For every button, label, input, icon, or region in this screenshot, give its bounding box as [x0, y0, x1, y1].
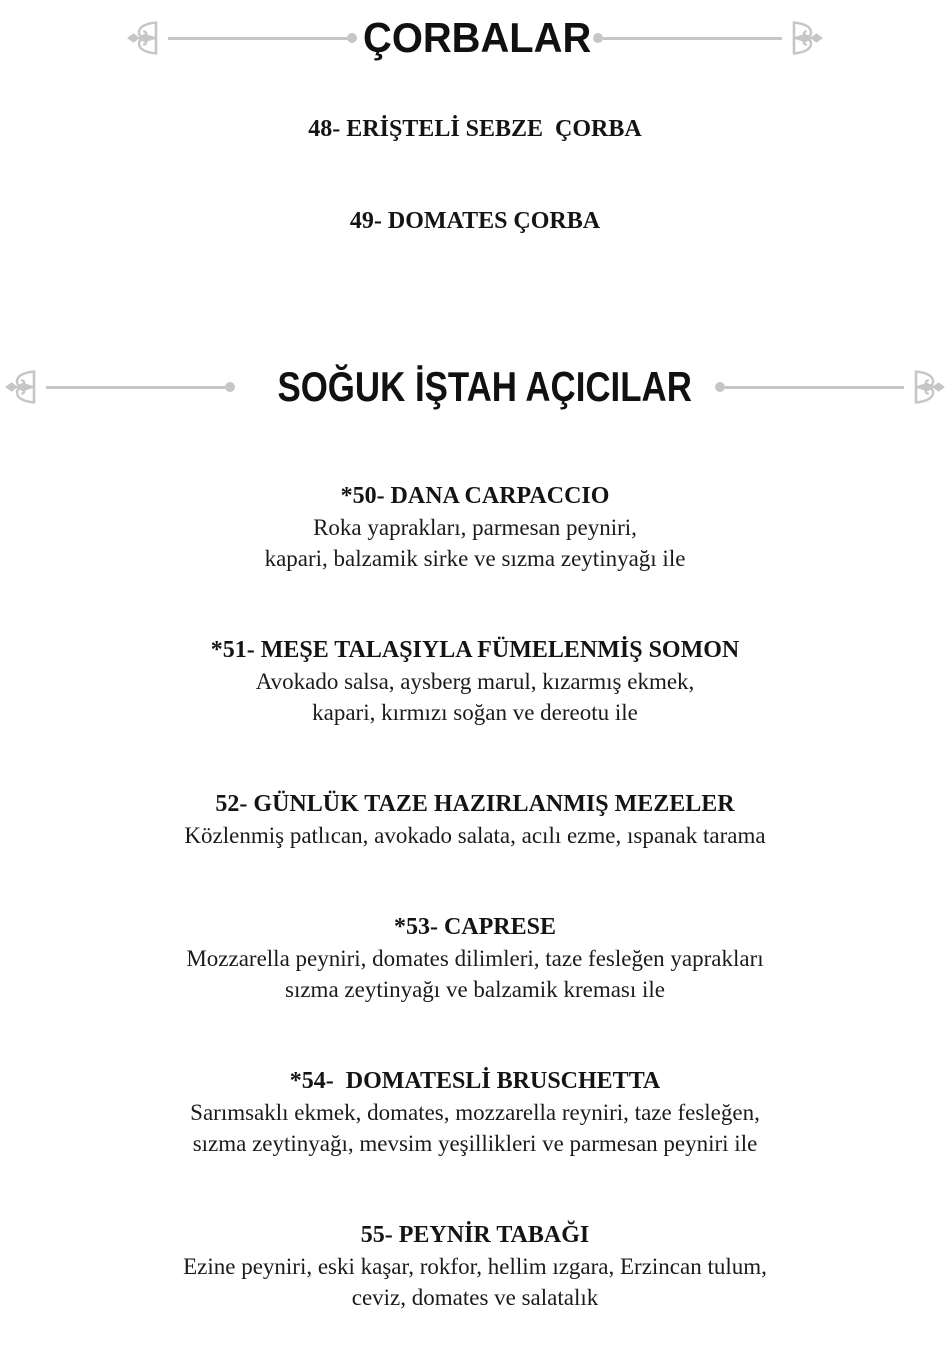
- scroll-ornament-icon: [904, 367, 946, 407]
- divider-line: [603, 37, 782, 40]
- menu-item-52: [0, 789, 950, 851]
- menu-item-description-line: Mozzarella peyniri, domates dilimleri, taze fesleğen yaprakları: [186, 946, 764, 971]
- menu-item-description-line: Közlenmiş patlıcan, avokado salata, acılı ezme, ıspanak tarama: [184, 823, 766, 848]
- menu-item-50: [0, 481, 950, 574]
- menu-item-heading: 52- GÜNLÜK TAZE HAZIRLANMIŞ MEZELER: [215, 791, 735, 817]
- menu-item-description-line: kapari, balzamik sirke ve sızma zeytinyağı ile: [264, 546, 686, 571]
- section-divider-cold-appetizers: [0, 355, 950, 419]
- menu-item-heading: *54- DOMATESLİ BRUSCHETTA: [289, 1068, 661, 1094]
- divider-line: [46, 386, 225, 389]
- section-title-box: [235, 355, 715, 419]
- menu-item-description-line: Sarımsaklı ekmek, domates, mozzarella reyniri, taze fesleğen,: [190, 1100, 760, 1125]
- divider-flourish-right-icon: [715, 367, 946, 407]
- menu-item-description-line: ceviz, domates ve salatalık: [351, 1285, 599, 1310]
- menu-item-description-line: kapari, kırmızı soğan ve dereotu ile: [312, 700, 638, 725]
- menu-item-heading: 48- ERİŞTELİ SEBZE ÇORBA: [308, 116, 642, 142]
- menu-item-heading: 55- PEYNİR TABAĞI: [360, 1222, 590, 1248]
- divider-dot: [225, 382, 235, 392]
- menu-item-51: [0, 635, 950, 728]
- menu-item-description-line: Roka yaprakları, parmesan peyniri,: [313, 515, 637, 540]
- menu-item-description-line: sızma zeytinyağı ve balzamik kreması ile: [285, 977, 665, 1002]
- menu-item-48: [0, 114, 950, 145]
- scroll-ornament-icon: [782, 18, 824, 58]
- divider-flourish-left-icon: [4, 367, 235, 407]
- scroll-ornament-icon: [126, 18, 168, 58]
- menu-item-heading: *51- MEŞE TALAŞIYLA FÜMELENMİŞ SOMON: [210, 637, 740, 663]
- menu-item-55: [0, 1220, 950, 1313]
- menu-item-description-line: sızma zeytinyağı, mevsim yeşillikleri ve parmesan peyniri ile: [192, 1131, 758, 1156]
- menu-item-53: [0, 912, 950, 1005]
- divider-dot: [593, 33, 603, 43]
- menu-item-49: [0, 206, 950, 237]
- menu-item-description-line: Ezine peyniri, eski kaşar, rokfor, hellim ızgara, Erzincan tulum,: [183, 1254, 767, 1279]
- section-items-soups: [0, 114, 950, 237]
- divider-line: [725, 386, 904, 389]
- menu-item-heading: *53- CAPRESE: [393, 914, 556, 940]
- divider-line: [168, 37, 347, 40]
- section-title-box: [357, 6, 593, 70]
- divider-flourish-left-icon: [126, 18, 357, 58]
- menu-item-description-line: Avokado salsa, aysberg marul, kızarmış ekmek,: [255, 669, 695, 694]
- section-title-cold-appetizers: SOĞUK İŞTAH AÇICILAR: [277, 363, 692, 410]
- menu-item-heading: *50- DANA CARPACCIO: [340, 483, 610, 509]
- divider-dot: [715, 382, 725, 392]
- section-items-cold-appetizers: [0, 481, 950, 1313]
- divider-flourish-right-icon: [593, 18, 824, 58]
- menu-item-54: [0, 1066, 950, 1159]
- divider-dot: [347, 33, 357, 43]
- section-title-soups: ÇORBALAR: [363, 14, 592, 61]
- scroll-ornament-icon: [4, 367, 46, 407]
- section-divider-soups: [0, 6, 950, 70]
- menu-item-heading: 49- DOMATES ÇORBA: [349, 208, 601, 234]
